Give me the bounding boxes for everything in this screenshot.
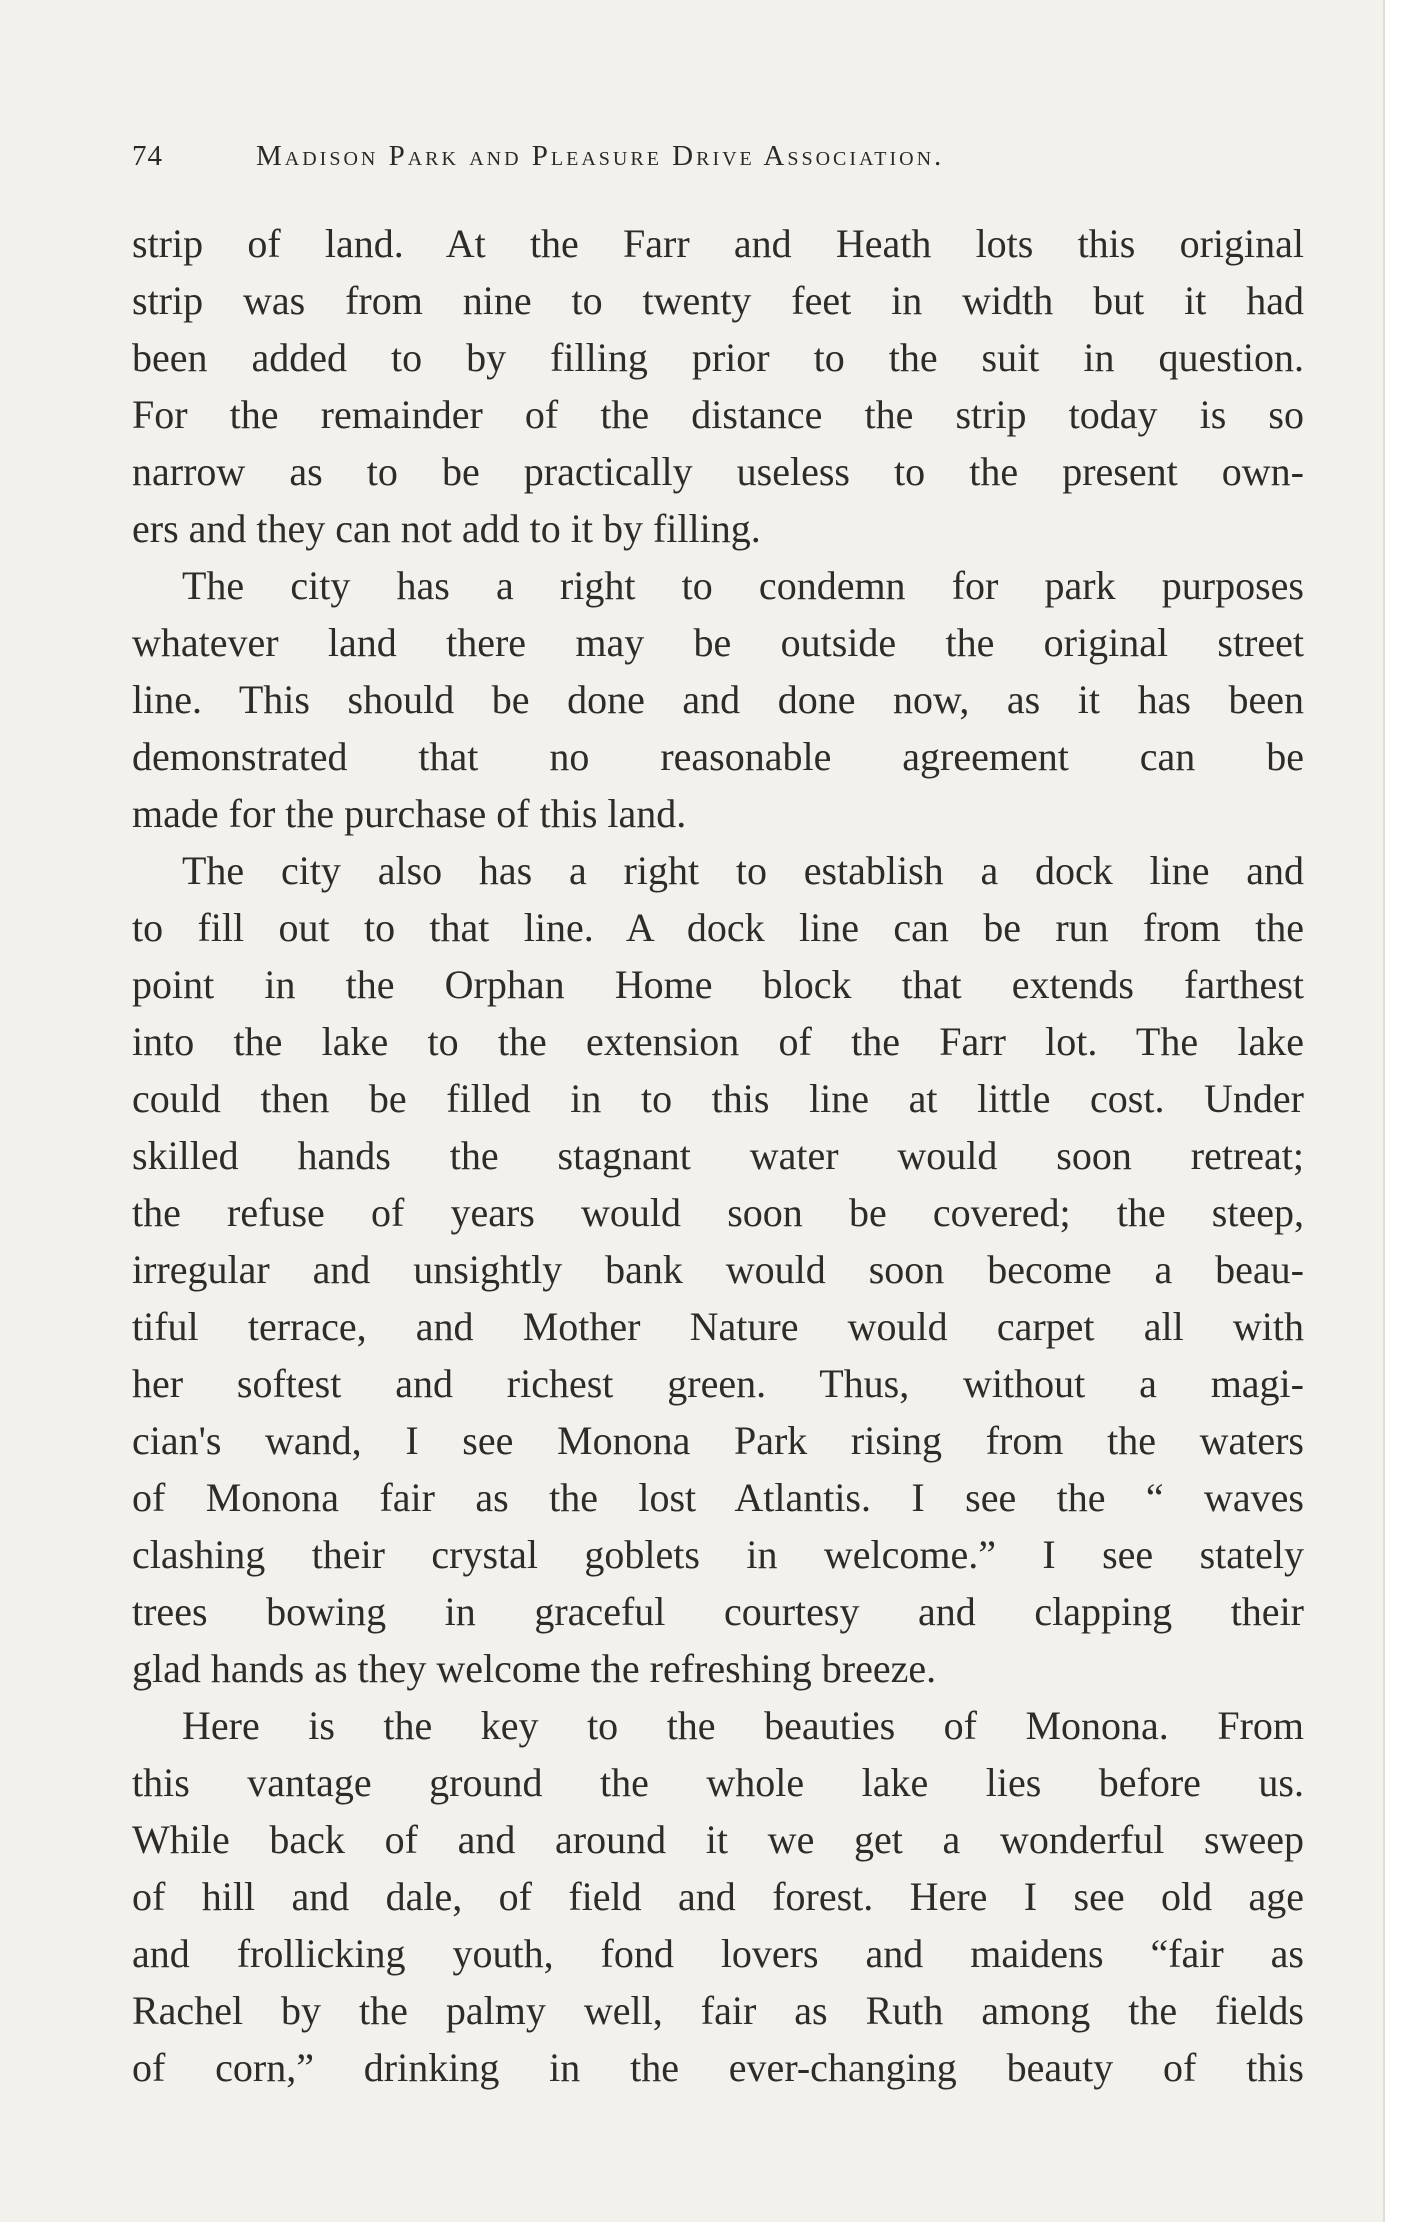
body-text <box>132 215 1304 2096</box>
text-line: to fill out to that line. A dock line can be run from the <box>132 905 1304 950</box>
running-head <box>132 140 1304 184</box>
text-line: been added to by filling prior to the suit in question. <box>132 335 1304 380</box>
text-line: and frollicking youth, fond lovers and maidens “fair as <box>132 1931 1304 1976</box>
text-line: ers and they can not add to it by filling. <box>132 506 761 551</box>
text-line: Here is the key to the beauties of Monona. From <box>182 1703 1304 1748</box>
text-line: cian's wand, I see Monona Park rising from the waters <box>132 1418 1304 1463</box>
text-line: While back of and around it we get a wonderful sweep <box>132 1817 1304 1862</box>
text-line: strip was from nine to twenty feet in width but it had <box>132 278 1304 323</box>
text-line: made for the purchase of this land. <box>132 791 687 836</box>
text-line: narrow as to be practically useless to the present own- <box>132 449 1304 494</box>
text-line: glad hands as they welcome the refreshing breeze. <box>132 1646 937 1691</box>
text-line: into the lake to the extension of the Farr lot. The lake <box>132 1019 1304 1064</box>
text-line: The city has a right to condemn for park purposes <box>182 563 1304 608</box>
text-line: The city also has a right to establish a dock line and <box>182 848 1304 893</box>
text-line: of hill and dale, of field and forest. Here I see old age <box>132 1874 1304 1919</box>
text-line: clashing their crystal goblets in welcome.” I see stately <box>132 1532 1304 1577</box>
text-line: of corn,” drinking in the ever-changing beauty of this <box>132 2045 1304 2090</box>
text-line: her softest and richest green. Thus, without a magi- <box>132 1361 1304 1406</box>
text-line: of Monona fair as the lost Atlantis. I see the “ waves <box>132 1475 1304 1520</box>
text-line: strip of land. At the Farr and Heath lots this original <box>132 221 1304 266</box>
text-line: For the remainder of the distance the strip today is so <box>132 392 1304 437</box>
text-line: whatever land there may be outside the original street <box>132 620 1304 665</box>
text-line: the refuse of years would soon be covered; the steep, <box>132 1190 1304 1235</box>
text-line: skilled hands the stagnant water would soon retreat; <box>132 1133 1304 1178</box>
text-line: demonstrated that no reasonable agreement can be <box>132 734 1304 779</box>
running-title: Madison Park and Pleasure Drive Association. <box>256 140 945 172</box>
text-line: tiful terrace, and Mother Nature would carpet all with <box>132 1304 1304 1349</box>
text-line: trees bowing in graceful courtesy and clapping their <box>132 1589 1304 1634</box>
text-line: this vantage ground the whole lake lies before us. <box>132 1760 1304 1805</box>
page-edge <box>1385 0 1416 2222</box>
text-line: line. This should be done and done now, as it has been <box>132 677 1304 722</box>
text-line: irregular and unsightly bank would soon become a beau- <box>132 1247 1304 1292</box>
text-line: could then be filled in to this line at little cost. Under <box>132 1076 1304 1121</box>
text-line: point in the Orphan Home block that extends farthest <box>132 962 1304 1007</box>
text-line: Rachel by the palmy well, fair as Ruth among the fields <box>132 1988 1304 2033</box>
page-number: 74 <box>132 140 163 172</box>
